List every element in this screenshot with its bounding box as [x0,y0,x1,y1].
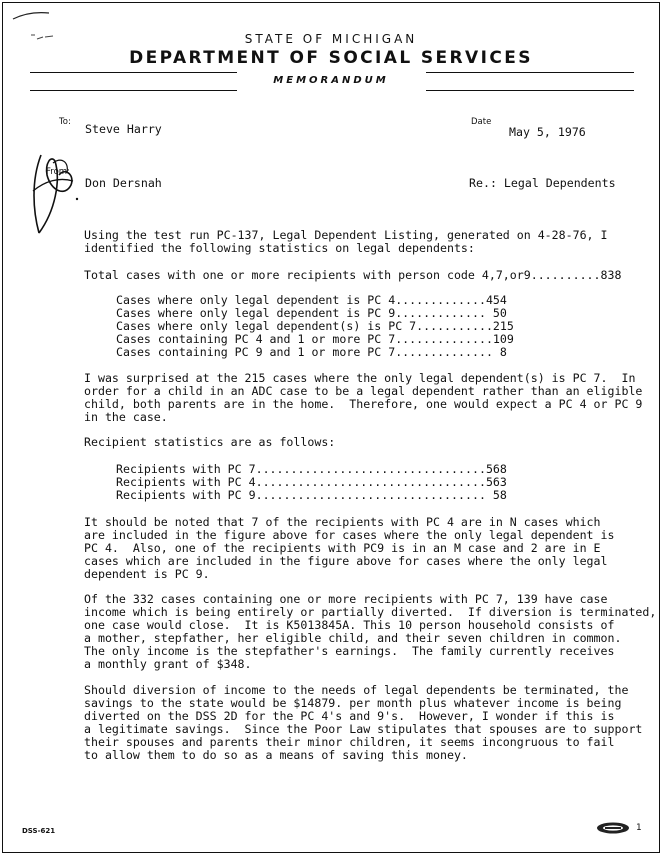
form-number: DSS-621 [22,827,56,835]
memo-rule-right [426,90,634,91]
savings-paragraph: Should diversion of income to the needs of legal dependents be terminated, the savings to the state would be $14879. per month plus whatever income is being diverted on the DSS 2D for the PC 4's and 9's. However, I wonder if this is a legitimate savings. Since the Poor Law stipulates that spouses are to support their spouses and parents their minor children, it seems incongruous to fail to allow them to do so as a means of saving this money. [84,683,643,762]
date-label: Date [471,117,492,127]
diverted-cases-paragraph: Of the 332 cases containing one or more recipients with PC 7, 139 have case income which is being entirely or partially diverted. If diversion is terminated, one case would close. It is K5013845A. This 10 person household consists of a mother, stepfather, her eligible child, and their seven children in common. The only income is the stepfather's earnings. The family currently receives a monthly grant of $348. [84,592,657,671]
from-value: Don Dersnah [85,176,162,190]
noted-paragraph: It should be noted that 7 of the recipients with PC 4 are in N cases which are included in the figure above for cases where the only legal dependent is PC 4. Also, one of the recipients with PC9 is in an M case and 2 are in E cases which are included in the figure above for cases where the only legal dependent is PC 9. [84,515,615,581]
from-label: From: [46,167,70,177]
re-value: Re.: Legal Dependents [469,176,616,190]
department-heading: DEPARTMENT OF SOCIAL SERVICES [129,48,533,68]
date-value: May 5, 1976 [509,125,586,139]
page-number: 1 [636,823,642,833]
union-bug-logo [595,821,635,835]
header-rule-right [426,72,634,73]
memorandum-title: MEMORANDUM [273,75,389,86]
total-cases-line: Total cases with one or more recipients with person code 4,7,or9..........838 [84,268,622,282]
cases-breakdown-list: Cases where only legal dependent is PC 4.............454 Cases where only legal dependent is PC 9............. 50 Cases where only legal dependent(s) is PC 7...........215 Cases containing PC 4 and 1 or more PC 7..............109 Cases containing PC 9 and 1 or more PC 7.............. 8 [116,293,514,359]
recipient-stats-intro: Recipient statistics are as follows: [84,435,336,449]
state-heading: STATE OF MICHIGAN [244,32,418,46]
recipient-stats-list: Recipients with PC 7.................................568 Recipients with PC 4.................................563 Recipients with PC 9................................. 58 [116,462,507,502]
surprised-paragraph: I was surprised at the 215 cases where the only legal dependent(s) is PC 7. In order for a child in an ADC case to be a legal dependent rather than an eligible child, both parents are in the home. Therefore, one would expect a PC 4 or PC 9 in the case. [84,371,643,424]
memo-rule-left [30,90,237,91]
memo-page [2,2,660,853]
header-rule-left [30,72,237,73]
to-value: Steve Harry [85,122,162,136]
signature-initials [25,151,85,241]
intro-paragraph: Using the test run PC-137, Legal Dependent Listing, generated on 4-28-76, I identified the following statistics on legal dependents: [84,228,608,255]
to-label: To: [59,117,71,127]
